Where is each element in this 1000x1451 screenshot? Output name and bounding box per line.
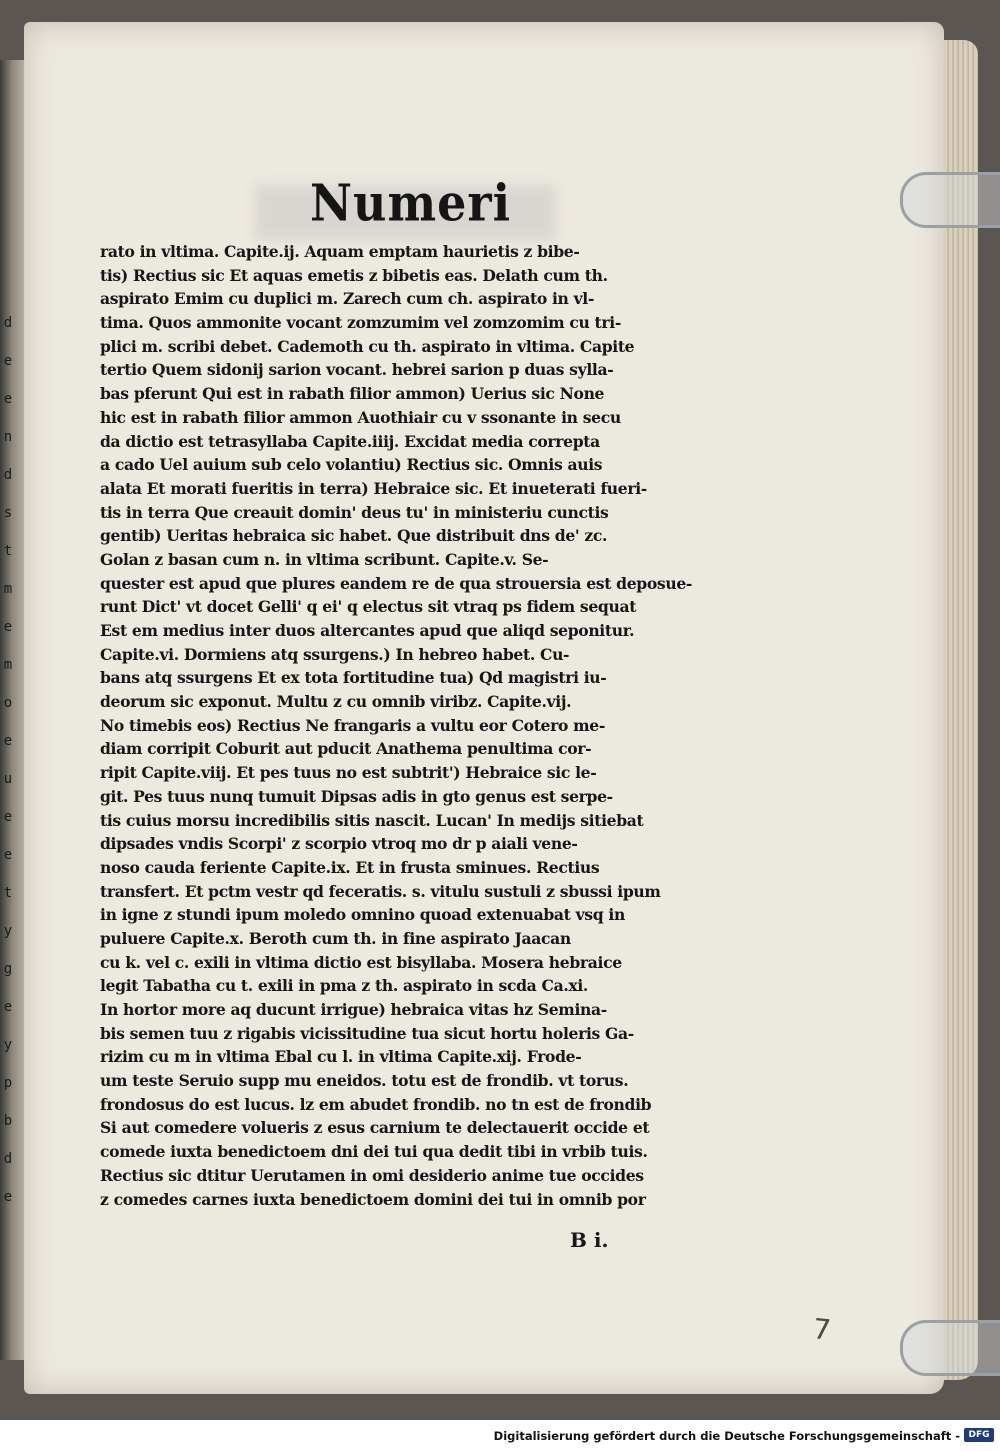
- text-line: legit Tabatha cu t. exili in pma z th. aspirato in scda Ca.xi.: [100, 976, 589, 996]
- previous-page-letter: e: [3, 999, 13, 1015]
- text-line: diam corripit Coburit aut pducit Anathema penultima cor-: [100, 739, 592, 759]
- previous-page-letter: e: [3, 391, 13, 407]
- text-line: Est em medius inter duos altercantes apud que aliqd seponitur.: [100, 621, 635, 640]
- previous-page-letter: m: [3, 581, 13, 597]
- text-line: gentib) Ueritas hebraica sic habet. Que distribuit dns de' zc.: [100, 526, 608, 546]
- dfg-logo: DFG: [964, 1428, 994, 1442]
- previous-page-letter: e: [3, 809, 13, 825]
- previous-page-letter: e: [3, 353, 13, 369]
- text-line: alata Et morati fueritis in terra) Hebraice sic. Et inueterati fueri-: [100, 478, 647, 498]
- previous-page-letter: t: [3, 885, 13, 901]
- text-line: plici m. scribi debet. Cademoth cu th. aspirato in vltima. Capite: [100, 336, 635, 356]
- previous-page-letter: t: [3, 543, 13, 559]
- text-line: deorum sic exponut. Multu z cu omnib viribz. Capite.vij.: [100, 692, 572, 712]
- text-line: git. Pes tuus nunq tumuit Dipsas adis in gto genus est serpe-: [100, 786, 613, 806]
- text-line: tis) Rectius sic Et aquas emetis z bibetis eas. Delath cum th.: [100, 265, 608, 285]
- text-line: frondosus do est lucus. lz em abudet frondib. no tn est de frondib: [100, 1094, 652, 1114]
- text-line: tis cuius morsu incredibilis sitis nascit. Lucan' In medijs sitiebat: [100, 810, 644, 830]
- previous-page-letter: d: [3, 1151, 13, 1167]
- text-line: Si aut comedere volueris z esus carnium te delectauerit occide et: [100, 1118, 650, 1138]
- signature-mark: B i.: [570, 1228, 609, 1252]
- previous-page-letter: s: [3, 505, 13, 521]
- text-line: Rectius sic dtitur Uerutamen in omi desiderio anime tue occides: [100, 1165, 644, 1185]
- page-heading: Numeri: [310, 173, 512, 233]
- page-body-text: [100, 240, 705, 1211]
- text-line: runt Dict' vt docet Gelli' q ei' q electus sit vtraq ps fidem sequat: [100, 597, 637, 617]
- previous-page-letter: e: [3, 847, 13, 863]
- previous-page-letter: e: [3, 619, 13, 635]
- previous-page-letter: p: [3, 1075, 13, 1091]
- text-line: transfert. Et pctm vestr qd feceratis. s. vitulu sustuli z sbussi ipum: [100, 881, 661, 901]
- book-clamp-top: [900, 172, 1000, 228]
- previous-page-letter: b: [3, 1113, 13, 1129]
- previous-page-letter: n: [3, 429, 13, 445]
- previous-page-letter: e: [3, 1189, 13, 1205]
- previous-page-letter: y: [3, 1037, 13, 1053]
- text-line: cu k. vel c. exili in vltima dictio est bisyllaba. Mosera hebraice: [100, 952, 622, 972]
- text-line: da dictio est tetrasyllaba Capite.iiij. Excidat media correpta: [100, 431, 600, 451]
- text-line: hic est in rabath filior ammon Auothiair cu v ssonante in secu: [100, 407, 621, 427]
- text-line: bas pferunt Qui est in rabath filior ammon) Uerius sic None: [100, 384, 605, 404]
- previous-page-letter: y: [3, 923, 13, 939]
- previous-page-letters: [2, 315, 14, 1227]
- previous-page-letter: d: [3, 467, 13, 483]
- text-line: In hortor more aq ducunt irrigue) hebraica vitas hz Semina-: [100, 1000, 607, 1019]
- text-line: rato in vltima. Capite.ij. Aquam emptam haurietis z bibe-: [100, 242, 580, 261]
- text-line: tertio Quem sidonij sarion vocant. hebrei sarion p duas sylla-: [100, 360, 614, 380]
- text-line: z comedes carnes iuxta benedictoem domini dei tui in omnib por: [100, 1189, 646, 1209]
- text-line: dipsades vndis Scorpi' z scorpio vtroq mo dr p aiali vene-: [100, 834, 578, 854]
- previous-page-letter: o: [3, 695, 13, 711]
- text-line: bis semen tuu z rigabis vicissitudine tua sicut hortu holeris Ga-: [100, 1023, 634, 1043]
- text-line: tima. Quos ammonite vocant zomzumim vel zomzomim cu tri-: [100, 313, 621, 333]
- footer-credit: Digitalisierung gefördert durch die Deutsche Forschungsgemeinschaft -: [493, 1429, 960, 1443]
- book-clamp-bottom: [900, 1320, 1000, 1376]
- text-line: rizim cu m in vltima Ebal cu l. in vltima Capite.xij. Frode-: [100, 1047, 582, 1067]
- text-line: bans atq ssurgens Et ex tota fortitudine tua) Qd magistri iu-: [100, 668, 607, 688]
- text-line: um teste Seruio supp mu eneidos. totu est de frondib. vt torus.: [100, 1071, 629, 1091]
- text-line: tis in terra Que creauit domin' deus tu' in ministeriu cunctis: [100, 502, 609, 522]
- footer-bar: [0, 1420, 1000, 1451]
- text-line: in igne z stundi ipum moledo omnino quoad extenuabat vsq in: [100, 905, 625, 925]
- text-line: comede iuxta benedictoem dni dei tui qua dedit tibi in vrbib tuis.: [100, 1142, 648, 1162]
- previous-page-letter: m: [3, 657, 13, 673]
- previous-page-letter: d: [3, 315, 13, 331]
- text-line: Golan z basan cum n. in vltima scribunt. Capite.v. Se-: [100, 549, 549, 569]
- pencil-page-number: 7: [811, 1312, 833, 1347]
- text-line: aspirato Emim cu duplici m. Zarech cum ch. aspirato in vl-: [100, 289, 595, 309]
- text-line: a cado Uel auium sub celo volantiu) Rectius sic. Omnis auis: [100, 455, 603, 475]
- previous-page-letter: g: [3, 961, 13, 977]
- text-line: puluere Capite.x. Beroth cum th. in fine aspirato Jaacan: [100, 928, 571, 948]
- text-line: quester est apud que plures eandem re de qua strouersia est deposue-: [100, 573, 693, 593]
- text-line: ripit Capite.viij. Et pes tuus no est subtrit') Hebraice sic le-: [100, 763, 597, 783]
- previous-page-letter: u: [3, 771, 13, 787]
- previous-page-letter: e: [3, 733, 13, 749]
- text-line: No timebis eos) Rectius Ne frangaris a vultu eor Cotero me-: [100, 715, 605, 735]
- text-line: Capite.vi. Dormiens atq ssurgens.) In hebreo habet. Cu-: [100, 644, 570, 664]
- text-line: noso cauda feriente Capite.ix. Et in frusta sminues. Rectius: [100, 857, 600, 877]
